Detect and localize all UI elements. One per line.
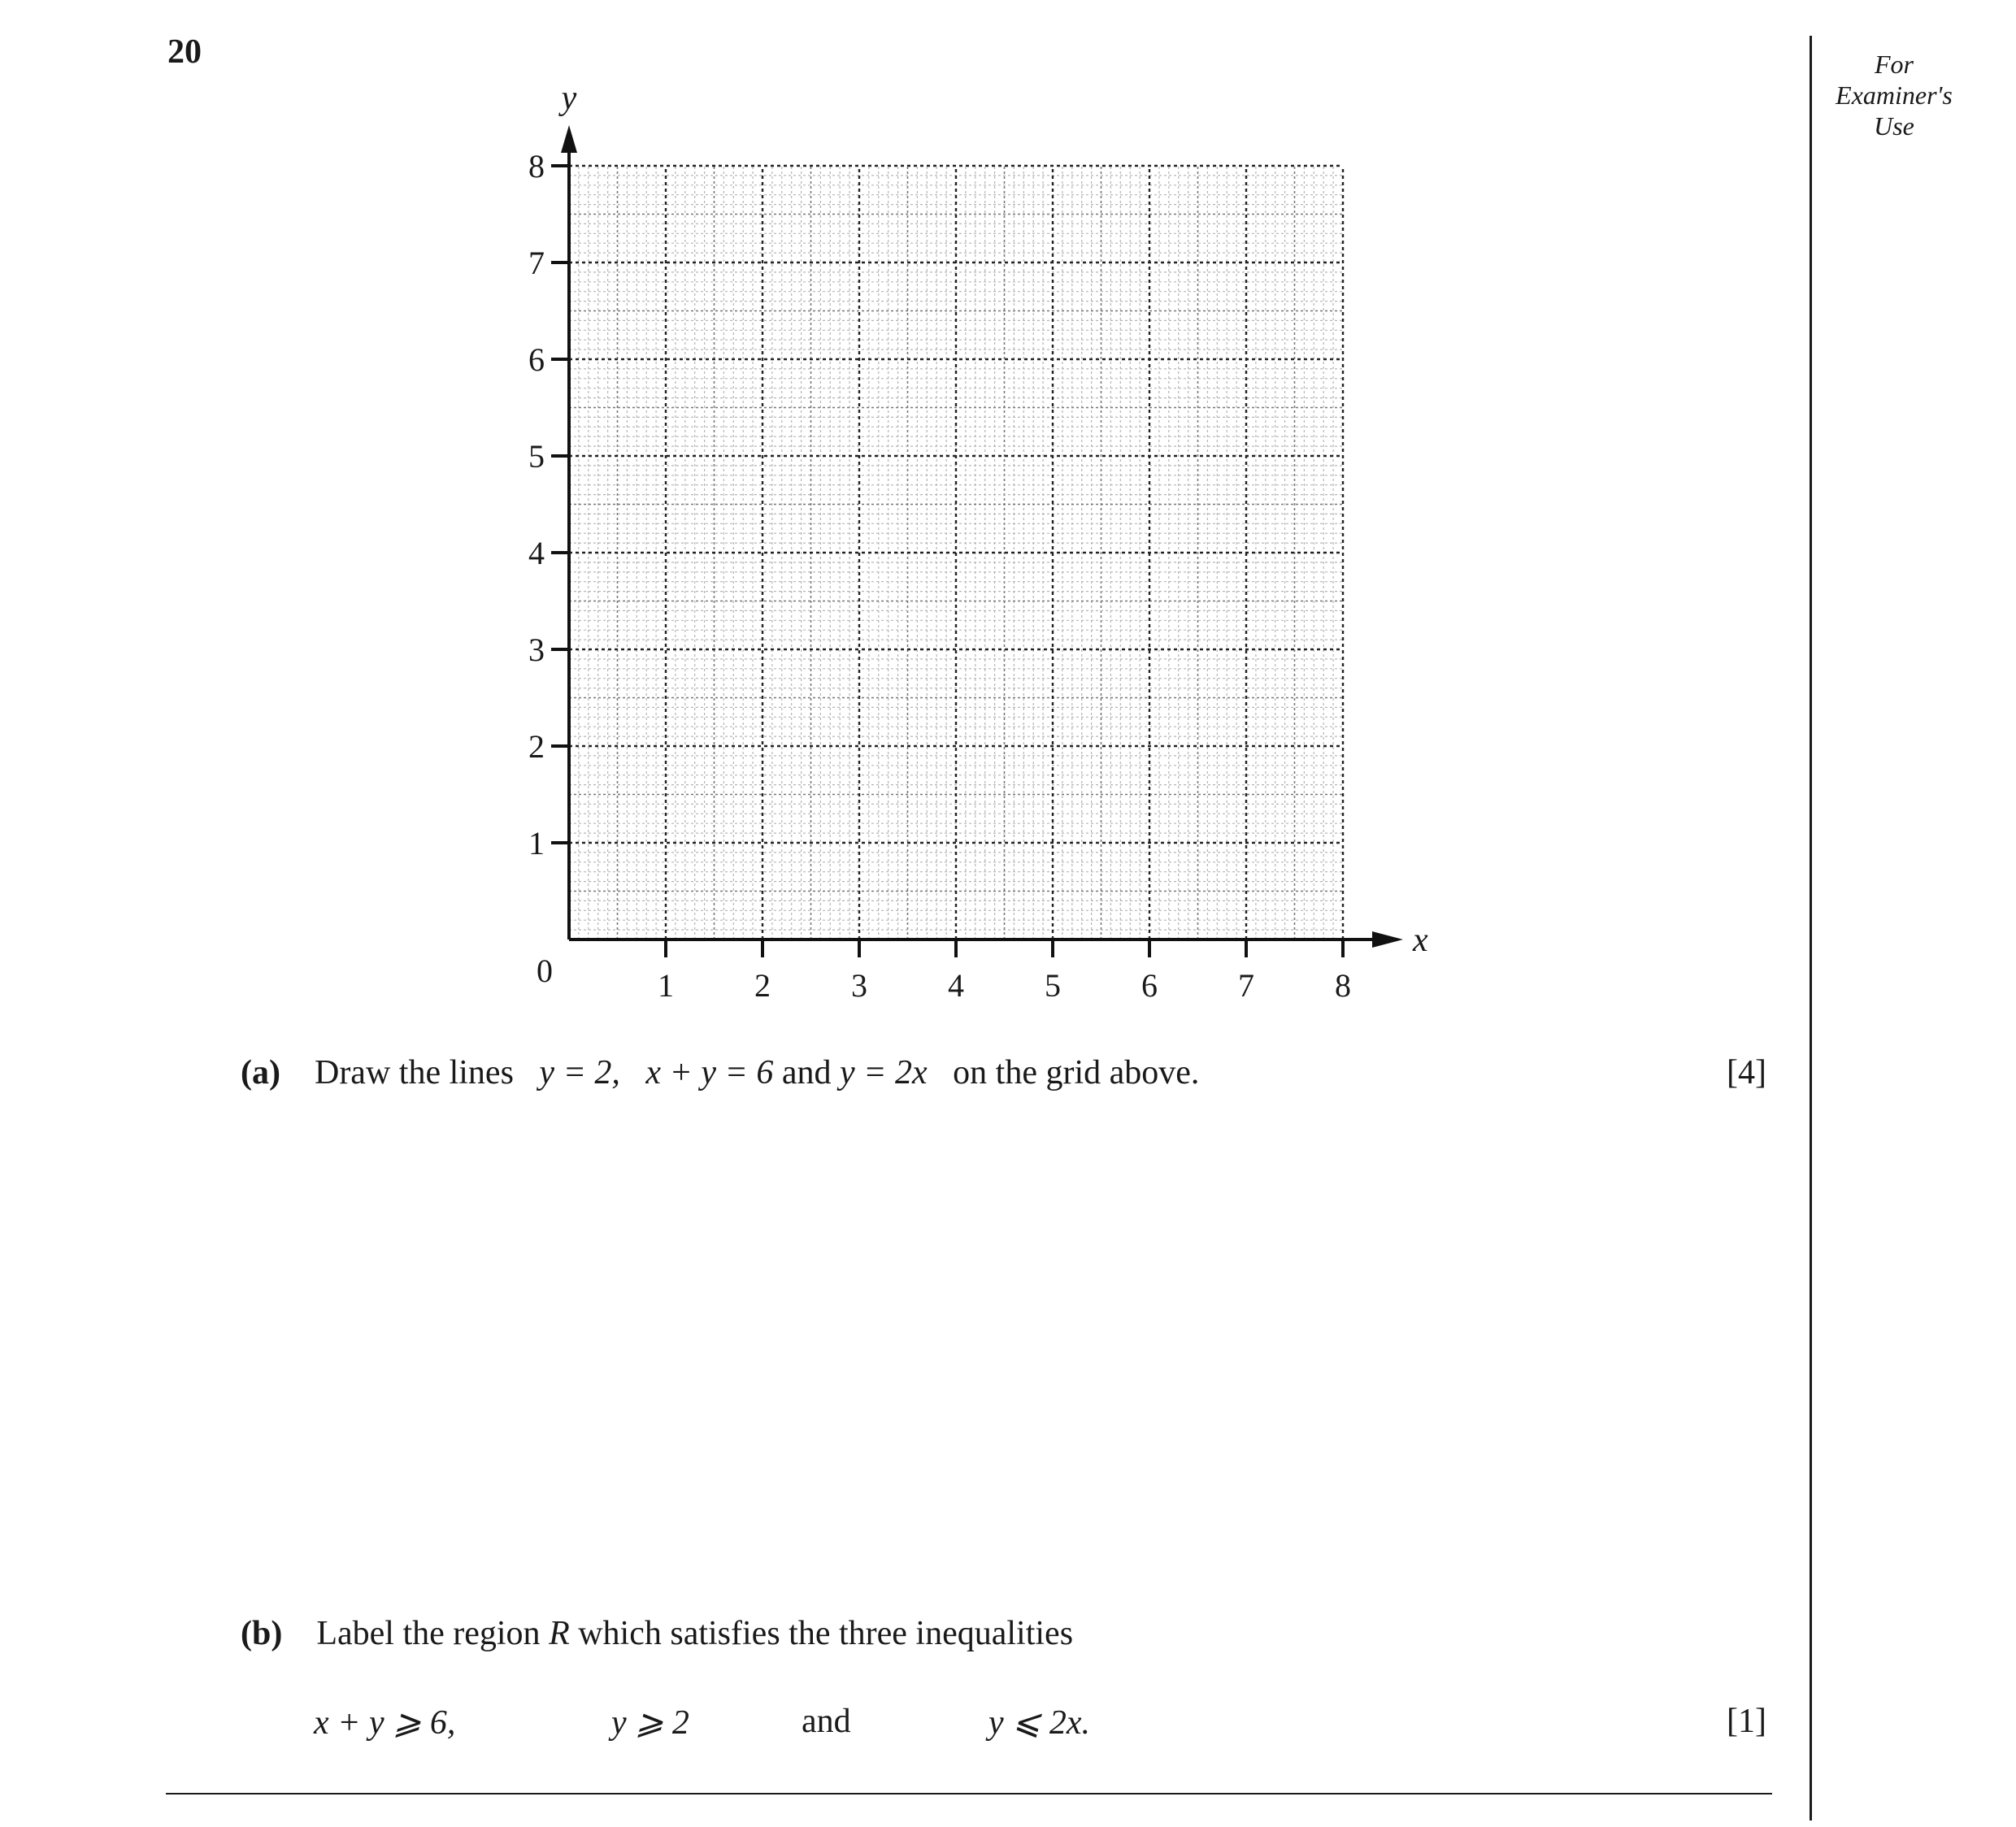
y-tick-label: 4 [528, 535, 545, 571]
question-b-label: (b) [241, 1615, 283, 1652]
y-axis-label: y [561, 80, 577, 117]
bottom-rule [166, 1793, 1772, 1794]
x-axis-label: x [1413, 922, 1428, 959]
x-axis-arrow [1372, 931, 1403, 948]
tick-marks [551, 166, 1343, 957]
question-b [241, 1614, 1073, 1653]
question-a-math-2: x + y = 6 [645, 1054, 774, 1091]
y-tick-label: 8 [528, 148, 545, 184]
y-tick-label: 1 [528, 825, 545, 861]
x-tick-label: 2 [754, 967, 771, 1004]
y-tick-label: 2 [528, 728, 545, 765]
x-tick-label: 1 [658, 967, 674, 1004]
examiner-line-1: For [1875, 50, 1914, 79]
tick-labels [528, 80, 1428, 1004]
question-a-math-3: y = 2x [840, 1054, 928, 1091]
examiner-line-2: Examiner's [1836, 80, 1953, 110]
question-a [241, 1053, 1199, 1092]
x-tick-label: 5 [1045, 967, 1061, 1004]
page-number: 20 [167, 33, 202, 71]
question-a-math-1: y = 2, [539, 1054, 620, 1091]
x-tick-label: 3 [851, 967, 867, 1004]
y-tick-label: 7 [528, 245, 545, 281]
inequality-3: y ⩽ 2x. [988, 1704, 1090, 1742]
question-a-text-2: and [781, 1054, 832, 1091]
x-tick-label: 4 [948, 967, 964, 1004]
y-tick-label: 6 [528, 341, 545, 378]
question-b-marks: [1] [1727, 1703, 1766, 1740]
question-a-text-3: on the grid above. [953, 1054, 1200, 1091]
inequality-2: y ⩾ 2 [611, 1704, 689, 1742]
question-b-text-1: Label the region [316, 1615, 541, 1652]
question-a-marks: [4] [1727, 1054, 1766, 1091]
x-tick-label: 7 [1238, 967, 1254, 1004]
x-tick-label: 6 [1141, 967, 1158, 1004]
question-b-text-2: which satisfies the three inequalities [578, 1615, 1074, 1652]
question-b-region: R [549, 1615, 570, 1652]
y-tick-label: 5 [528, 438, 545, 475]
x-tick-label: 8 [1335, 967, 1351, 1004]
origin-label: 0 [537, 953, 553, 989]
y-axis-arrow [561, 125, 577, 153]
question-a-text-1: Draw the lines [314, 1054, 514, 1091]
inequality-and: and [802, 1703, 851, 1740]
question-a-label: (a) [241, 1054, 280, 1091]
examiner-line-3: Use [1874, 111, 1914, 141]
axes [561, 125, 1403, 948]
inequality-1: x + y ⩾ 6, [314, 1704, 456, 1742]
y-tick-label: 3 [528, 631, 545, 668]
